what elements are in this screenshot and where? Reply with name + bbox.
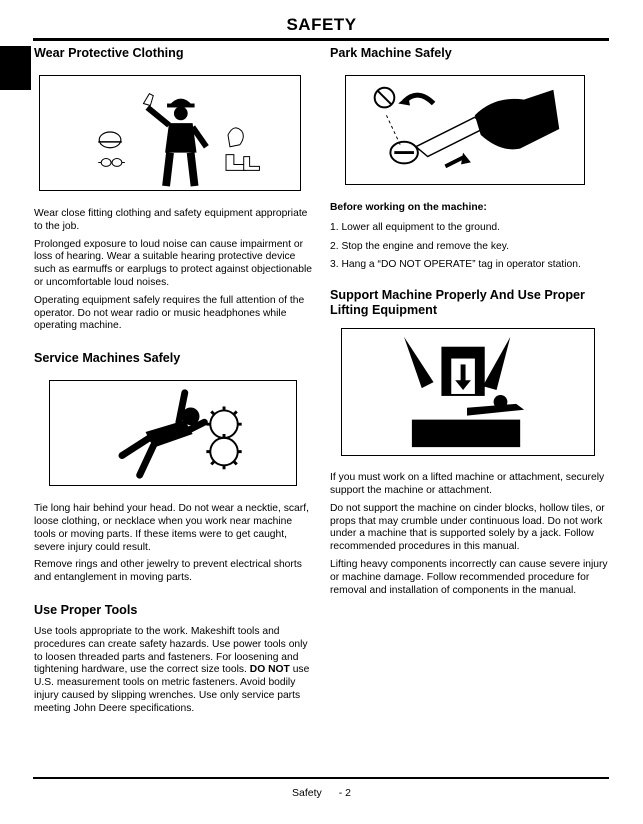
entanglement-hazard-icon [50, 381, 296, 485]
support-paragraph-1: If you must work on a lifted machine or attachment, securely support the machine or attachment. [330, 472, 605, 496]
park-steps-list [330, 222, 608, 272]
park-lead-text: Before working on the machine: [330, 202, 487, 213]
tools-heading: Use Proper Tools [34, 602, 138, 617]
park-heading: Park Machine Safely [330, 46, 452, 60]
service-paragraph-2: Remove rings and other jewelry to prevent electrical shorts and entanglement in moving parts. [34, 559, 302, 584]
service-safely-illustration [49, 380, 297, 486]
page-number: - 2 [338, 787, 351, 799]
tools-text-b: use U.S. measurement tools on metric fasteners. Avoid bodily injury caused by slipping wrenches. Use only service parts meeting John Deere specifications. [34, 664, 310, 714]
key-removal-icon [346, 76, 584, 184]
footer-section: Safety [292, 787, 322, 799]
support-paragraph-3: Lifting heavy components incorrectly can cause severe injury or machine damage. Follow recommended procedure for removal and installation of components in the manual. [330, 558, 608, 596]
park-lead [330, 202, 608, 215]
footer-rule [33, 777, 609, 779]
left-column [34, 46, 312, 721]
tools-text-a: Use tools appropriate to the work. Makeshift tools and procedures can create safety hazards. Use power tools only to loosen threaded parts and fasteners. For loosening and tightening hardware, use the correct size tools. [34, 625, 308, 676]
park-step: 3. Hang a “DO NOT OPERATE” tag in operator station. [330, 259, 581, 271]
support-machine-illustration [341, 328, 595, 456]
park-machine-illustration [345, 75, 585, 185]
support-heading: Support Machine Properly And Use Proper Lifting Equipment [330, 288, 585, 318]
header-rule [33, 38, 609, 41]
tools-text-bold: DO NOT [249, 664, 290, 676]
section-tab-marker [0, 46, 31, 90]
support-paragraph-2: Do not support the machine on cinder blocks, hollow tiles, or props that may crumble under continuous load. Do not work under a machine that is supported solely by a jack. Follow recommended procedures in this manual. [330, 502, 605, 553]
tools-paragraph [34, 626, 312, 716]
wear-paragraph-1: Wear close fitting clothing and safety equipment appropriate to the job. [34, 208, 308, 232]
page-title: SAFETY [286, 15, 357, 34]
crush-hazard-icon [342, 329, 594, 455]
service-heading: Service Machines Safely [34, 351, 181, 366]
protective-worker-icon [40, 76, 300, 190]
wear-paragraph-3: Operating equipment safely requires the full attention of the operator. Do not wear radio or music headphones while operating machine. [34, 294, 305, 332]
park-step: 2. Stop the engine and remove the key. [330, 240, 509, 252]
right-column [330, 46, 608, 602]
wear-paragraph-2: Prolonged exposure to loud noise can cause impairment or loss of hearing. Wear a suitable hearing protective device such as earmuffs or earplugs to protect against objectionable or uncomfortable loud noises. [34, 238, 312, 288]
wear-heading: Wear Protective Clothing [34, 46, 184, 60]
service-paragraph-1: Tie long hair behind your head. Do not wear a necktie, scarf, loose clothing, or necklace when you work near machine tools or moving parts. If these items were to get caught, severe injury could result. [34, 503, 309, 553]
page-footer [0, 787, 643, 799]
park-step: 1. Lower all equipment to the ground. [330, 221, 501, 233]
protective-clothing-illustration [39, 75, 301, 191]
